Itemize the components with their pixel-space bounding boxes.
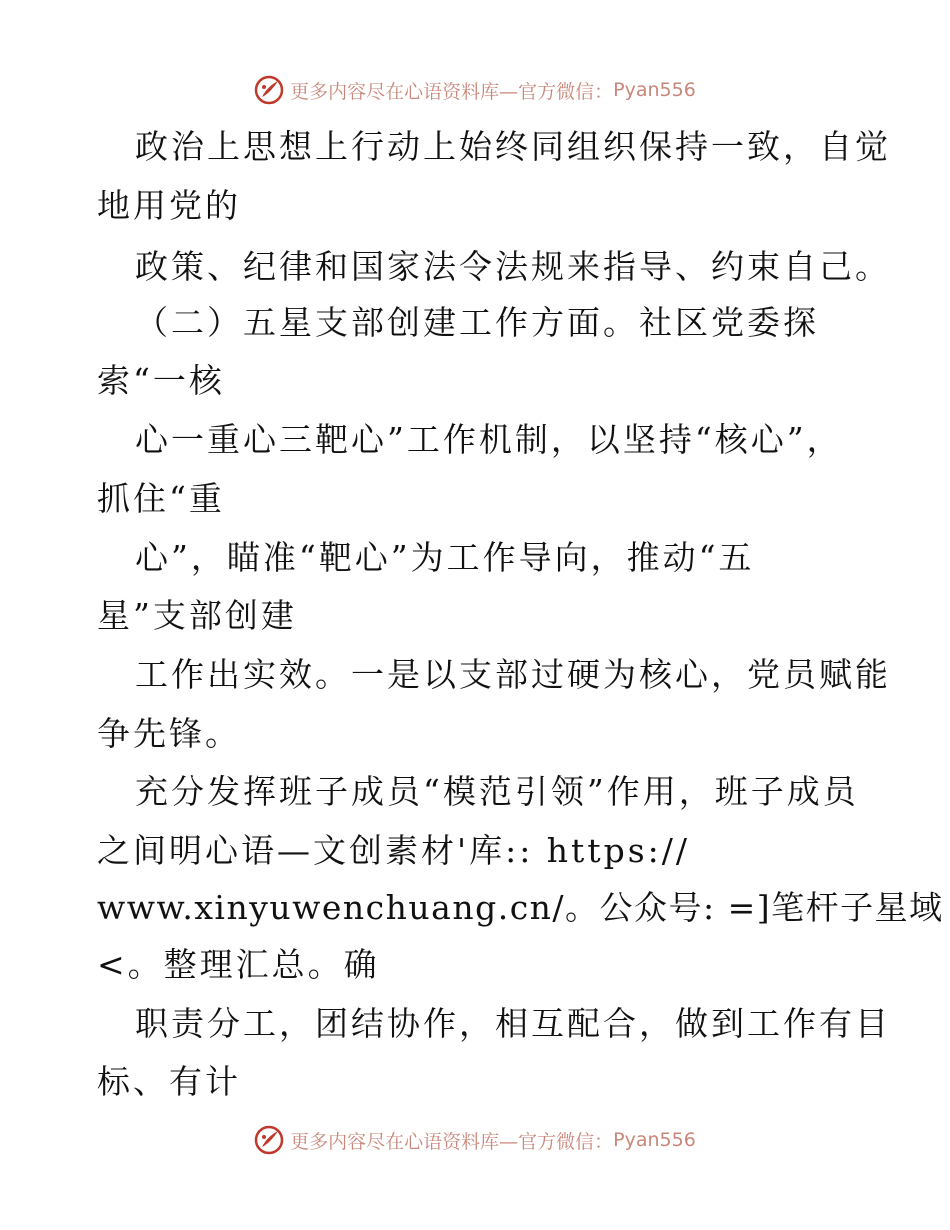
header-watermark [0,70,950,110]
text-line: 地用党的 [97,186,241,225]
footer-watermark [0,1120,950,1160]
text-line: 工作出实效。一是以支部过硬为核心，党员赋能 [135,655,891,694]
feather-logo-icon [254,75,284,105]
watermark-wechat-id: Pyan556 [613,79,696,101]
text-line: 之间明心语—文创素材'库:: https:// [97,831,690,870]
text-line: 索“一核 [97,361,225,400]
watermark-wechat-id: Pyan556 [613,1129,696,1151]
text-line: 标、有计 [97,1062,241,1101]
text-line: 抓住“重 [97,479,225,518]
text-line: www.xinyuwenchuang.cn/。公众号: =]笔杆子星域 [97,888,944,927]
text-line: 政策、纪律和国家法令法规来指导、约束自己。 [135,247,891,286]
watermark-text: 更多内容尽在心语资料库—官方微信： [290,80,614,103]
text-line: 职责分工，团结协作，相互配合，做到工作有目 [135,1004,891,1043]
feather-logo-icon [254,1125,284,1155]
text-line: <。整理汇总。确 [97,945,380,984]
text-line: 争先锋。 [97,714,241,753]
text-line: 充分发挥班子成员“模范引领”作用，班子成员 [135,772,859,811]
text-line: 心”，瞄准“靶心”为工作导向，推动“五 [135,538,755,577]
text-line: 心一重心三靶心”工作机制，以坚持“核心”， [135,420,843,459]
text-line: 星”支部创建 [97,596,297,635]
text-line: （二）五星支部创建工作方面。社区党委探 [135,303,819,342]
watermark-text: 更多内容尽在心语资料库—官方微信： [290,1130,614,1153]
text-line: 政治上思想上行动上始终同组织保持一致，自觉 [135,127,891,166]
